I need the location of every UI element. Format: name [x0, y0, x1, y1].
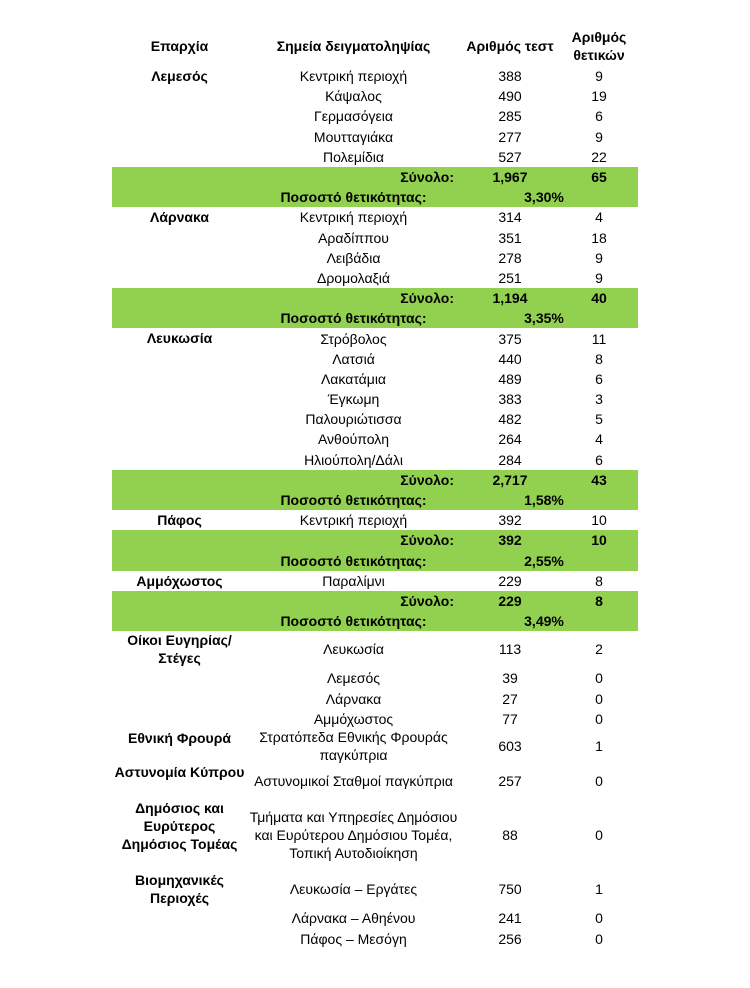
sampling-location: Στρατόπεδα Εθνικής Φρουράς παγκύπρια [259, 729, 448, 764]
region-name: Λεμεσός [151, 68, 208, 84]
table-row [112, 207, 638, 227]
table-row [112, 689, 638, 709]
table-row [112, 147, 638, 167]
table-row [112, 106, 638, 126]
positives-count: 6 [595, 370, 603, 387]
tests-count: 750 [498, 881, 522, 898]
region-name: Βιομηχανικές Περιοχές [135, 872, 224, 907]
tests-count: 88 [502, 827, 518, 844]
region-name: Αμμόχωστος [136, 572, 223, 589]
total-label: Σύνολο: [400, 532, 454, 549]
tests-count: 251 [498, 269, 522, 286]
region-name: Λευκωσία [146, 330, 213, 347]
region-name: Πάφος [157, 512, 202, 529]
tests-count: 383 [498, 391, 522, 408]
table-row [112, 268, 638, 288]
total-positives: 10 [591, 532, 607, 549]
sampling-location: Κεντρική περιοχή [299, 512, 408, 529]
sampling-location: Λατσιά [332, 350, 375, 367]
positivity-value: 3,30% [524, 189, 564, 206]
positivity-label: Ποσοστό θετικότητας: [280, 613, 427, 630]
positives-count: 3 [595, 391, 603, 408]
tests-count: 113 [498, 641, 522, 658]
sampling-location: Λεμεσός [326, 670, 381, 687]
positivity-label: Ποσοστό θετικότητας: [280, 310, 427, 327]
positives-count: 1 [595, 881, 603, 898]
tests-count: 440 [498, 350, 522, 367]
region-name: Δημόσιος και Ευρύτερος Δημόσιος Τομέας [121, 800, 238, 853]
table-row [112, 127, 638, 147]
table-row [112, 929, 638, 949]
table-row [112, 907, 638, 929]
sampling-location: Τμήματα και Υπηρεσίες Δημόσιου και Ευρύτερου Δημόσιου Τομέα, Τοπική Αυτοδιοίκηση [249, 809, 458, 862]
tests-count: 388 [498, 68, 522, 85]
table-row [112, 369, 638, 389]
table-row [112, 328, 638, 348]
table-row [112, 510, 638, 530]
positives-count: 0 [595, 827, 603, 844]
tests-count: 277 [498, 128, 522, 145]
total-label: Σύνολο: [400, 290, 454, 307]
positives-count: 9 [595, 68, 603, 85]
table-row [112, 871, 638, 907]
header-location: Σημεία δειγματοληψίας [276, 38, 431, 54]
table-row [112, 763, 638, 799]
positives-count: 0 [595, 670, 603, 687]
positives-count: 22 [591, 148, 607, 165]
total-row [112, 288, 638, 308]
positives-count: 6 [595, 451, 603, 468]
table-row [112, 667, 638, 689]
positives-count: 6 [595, 108, 603, 125]
positivity-value: 2,55% [524, 552, 564, 569]
positives-count: 0 [595, 910, 603, 927]
positivity-value: 3,35% [524, 310, 564, 327]
header-tests: Αριθμός τεστ [466, 38, 554, 54]
sampling-location: Κάψαλος [325, 88, 382, 105]
table-header-row [112, 26, 638, 66]
region-name: Εθνική Φρουρά [128, 730, 231, 747]
table-row [112, 228, 638, 248]
table-row [112, 389, 638, 409]
sampling-location: Αστυνομικοί Σταθμοί παγκύπρια [254, 773, 453, 790]
sampling-location: Ηλιούπολη/Δάλι [304, 451, 403, 468]
table-row [112, 631, 638, 667]
positivity-label: Ποσοστό θετικότητας: [280, 552, 427, 569]
sampling-location: Λειβάδια [326, 249, 381, 266]
tests-count: 527 [498, 148, 522, 165]
sampling-location: Μουτταγιάκα [313, 128, 394, 145]
tests-count: 229 [498, 572, 522, 589]
positives-count: 1 [595, 738, 603, 755]
tests-count: 392 [498, 512, 522, 529]
tests-count: 39 [502, 670, 518, 687]
total-positives: 40 [591, 290, 607, 307]
sampling-location: Έγκωμη [327, 391, 380, 408]
tests-count: 351 [498, 229, 522, 246]
tests-count: 314 [498, 209, 522, 226]
total-row [112, 167, 638, 187]
table-row [112, 709, 638, 729]
sampling-location: Στρόβολος [320, 330, 387, 347]
positivity-value: 1,58% [524, 492, 564, 509]
table-row [112, 729, 638, 763]
positivity-value: 3,49% [524, 613, 564, 630]
total-positives: 8 [595, 592, 603, 609]
total-tests: 1,967 [492, 169, 528, 186]
positives-count: 0 [595, 931, 603, 948]
positives-count: 11 [591, 330, 607, 347]
total-tests: 2,717 [492, 471, 528, 488]
total-tests: 229 [498, 592, 522, 609]
table-row [112, 571, 638, 591]
total-label: Σύνολο: [400, 169, 454, 186]
positives-count: 8 [595, 350, 603, 367]
positives-count: 10 [591, 512, 607, 529]
positivity-row [112, 187, 638, 207]
table-row [112, 66, 638, 86]
table-row [112, 349, 638, 369]
sampling-location: Πολεμίδια [322, 148, 385, 165]
positivity-row [112, 611, 638, 631]
total-positives: 43 [591, 471, 607, 488]
positives-count: 19 [591, 88, 607, 105]
region-name: Οίκοι Ευγηρίας/ Στέγες [127, 632, 232, 667]
sampling-location: Λάρνακα [325, 691, 382, 708]
tests-count: 257 [498, 773, 522, 790]
positives-count: 9 [595, 249, 603, 266]
positivity-label: Ποσοστό θετικότητας: [280, 492, 427, 509]
table-row [112, 86, 638, 106]
positivity-row [112, 490, 638, 510]
sampling-location: Αμμόχωστος [313, 711, 394, 728]
tests-count: 264 [498, 431, 522, 448]
header-positives: Αριθμός θετικών [571, 29, 627, 63]
positives-count: 5 [595, 411, 603, 428]
tests-count: 241 [498, 910, 522, 927]
total-tests: 392 [498, 532, 522, 549]
tests-count: 375 [498, 330, 522, 347]
tests-count: 285 [498, 108, 522, 125]
positives-count: 2 [595, 641, 603, 658]
positives-count: 4 [595, 431, 603, 448]
positivity-row [112, 551, 638, 571]
sampling-location: Λάρνακα – Αθηένου [291, 910, 416, 927]
table-row [112, 429, 638, 449]
positives-count: 4 [595, 209, 603, 226]
positives-count: 0 [595, 773, 603, 790]
sampling-location: Κεντρική περιοχή [299, 68, 408, 85]
table-row [112, 450, 638, 470]
positivity-label: Ποσοστό θετικότητας: [280, 189, 427, 206]
sampling-location: Λευκωσία [323, 641, 384, 658]
tests-count: 77 [502, 711, 518, 728]
positives-count: 0 [595, 711, 603, 728]
sampling-location: Δρομολαξιά [316, 269, 391, 286]
positives-count: 9 [595, 128, 603, 145]
tests-count: 256 [498, 931, 522, 948]
positives-count: 8 [595, 572, 603, 589]
sampling-location: Παλουριώτισσα [305, 411, 402, 428]
region-name: Αστυνομία Κύπρου [114, 764, 245, 781]
positives-count: 18 [591, 229, 607, 246]
total-tests: 1,194 [492, 290, 528, 307]
total-row [112, 470, 638, 490]
positivity-row [112, 308, 638, 328]
tests-count: 284 [498, 451, 522, 468]
sampling-location: Πάφος – Μεσόγη [300, 931, 407, 948]
sampling-location: Λευκωσία – Εργάτες [289, 881, 418, 898]
testing-results-table [112, 26, 638, 949]
table-row [112, 248, 638, 268]
table-row [112, 799, 638, 871]
sampling-location: Ανθούπολη [317, 431, 390, 448]
header-region: Επαρχία [150, 38, 209, 54]
total-positives: 65 [591, 169, 607, 186]
sampling-location: Παραλίμνι [322, 572, 385, 589]
table-row [112, 409, 638, 429]
positives-count: 0 [595, 691, 603, 708]
total-row [112, 530, 638, 550]
sampling-location: Αραδίππου [318, 229, 389, 246]
tests-count: 603 [498, 738, 522, 755]
sampling-location: Λακατάμια [320, 370, 387, 387]
tests-count: 489 [498, 370, 522, 387]
region-name: Λάρνακα [150, 209, 209, 226]
total-label: Σύνολο: [400, 471, 454, 488]
total-label: Σύνολο: [400, 592, 454, 609]
sampling-location: Κεντρική περιοχή [299, 209, 408, 226]
sampling-location: Γερμασόγεια [314, 108, 393, 125]
total-row [112, 591, 638, 611]
tests-count: 482 [498, 411, 522, 428]
positives-count: 9 [595, 269, 603, 286]
tests-count: 27 [502, 691, 518, 708]
tests-count: 490 [498, 88, 522, 105]
tests-count: 278 [498, 249, 522, 266]
